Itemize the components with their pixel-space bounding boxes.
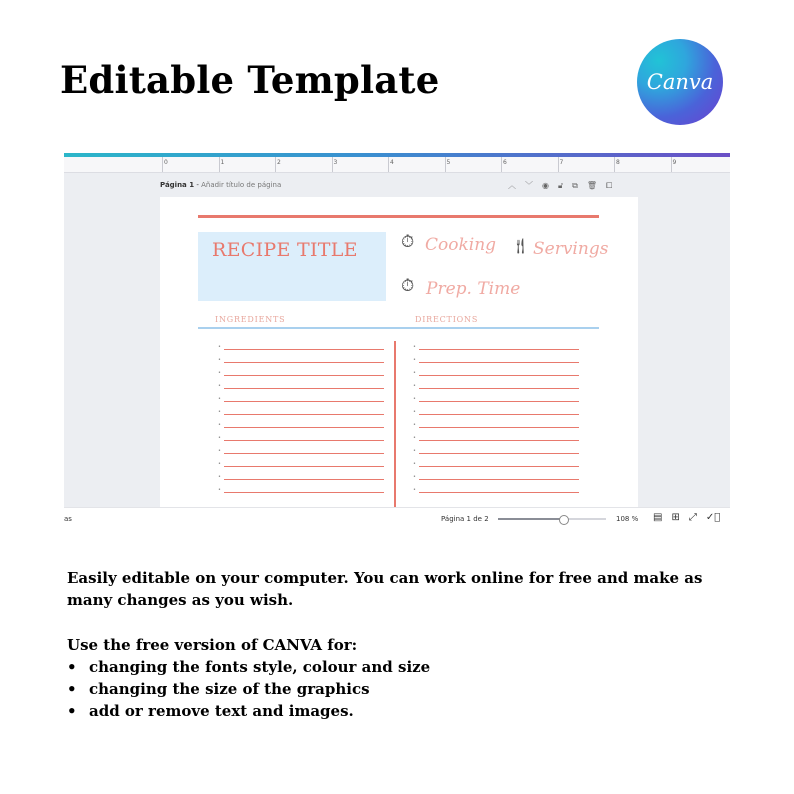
row-bullet: • (218, 396, 221, 402)
page-tools (508, 180, 612, 192)
section-divider-line (198, 327, 599, 329)
duplicate-icon[interactable]: ⧉ (572, 181, 578, 190)
ruler-tick-label: 0 (164, 159, 168, 166)
row-line (224, 492, 384, 493)
row-line (224, 414, 384, 415)
list-row[interactable] (218, 458, 384, 471)
utensils-icon: 🍴︎ (511, 237, 531, 255)
list-row[interactable] (413, 380, 579, 393)
row-line (419, 479, 579, 480)
bullet: • (67, 680, 77, 698)
row-line (224, 453, 384, 454)
ruler-tick-line (162, 157, 163, 172)
ruler-tick-line (445, 157, 446, 172)
list-row[interactable] (218, 393, 384, 406)
cooking-label[interactable]: Cooking (425, 235, 497, 255)
ruler-tick-label: 8 (616, 159, 620, 166)
zoom-slider-handle[interactable] (559, 515, 569, 525)
chevron-up-icon[interactable]: ︿ (508, 181, 516, 190)
ruler-tick-line (671, 157, 672, 172)
list-item (67, 656, 707, 678)
row-line (419, 466, 579, 467)
row-line (419, 492, 579, 493)
check-circle-icon[interactable]: ✓⃝ (705, 512, 721, 523)
ruler-tick-label: 6 (503, 159, 507, 166)
ruler-tick-label: 2 (277, 159, 281, 166)
prep-time-label[interactable]: Prep. Time (426, 279, 521, 299)
row-line (419, 440, 579, 441)
ruler (64, 157, 730, 173)
canva-logo (637, 39, 723, 125)
ruler-tick-line (614, 157, 615, 172)
list-row[interactable] (218, 380, 384, 393)
bullet: • (67, 702, 77, 720)
description (67, 567, 707, 722)
page-label: Página 1 (160, 181, 195, 189)
list-row[interactable] (218, 367, 384, 380)
notes-label[interactable]: as (64, 515, 72, 523)
stopwatch-icon: ⏱︎ (401, 232, 415, 252)
ruler-tick-label: 3 (333, 159, 338, 166)
row-line (419, 349, 579, 350)
ruler-tick-label: 7 (559, 159, 564, 166)
top-accent-line (198, 215, 599, 218)
row-line (224, 440, 384, 441)
ruler-tick-line (275, 157, 276, 172)
row-bullet: • (413, 474, 416, 480)
list-row[interactable] (413, 406, 579, 419)
ingredients-heading[interactable]: INGREDIENTS (215, 315, 286, 324)
delete-icon[interactable]: 🗑︎ (586, 181, 598, 190)
recipe-page[interactable] (160, 197, 638, 507)
list-row[interactable] (218, 341, 384, 354)
row-bullet: • (218, 487, 221, 493)
row-line (419, 427, 579, 428)
row-line (419, 388, 579, 389)
row-bullet: • (413, 461, 416, 467)
list-row[interactable] (413, 393, 579, 406)
eye-icon[interactable]: ◉ (542, 181, 549, 190)
row-line (419, 375, 579, 376)
page-separator: - (196, 181, 202, 189)
row-bullet: • (413, 396, 416, 402)
ruler-tick-line (332, 157, 333, 172)
row-line (224, 401, 384, 402)
row-bullet: • (413, 344, 416, 350)
list-row[interactable] (413, 432, 579, 445)
page-view-icon[interactable]: ▤ (653, 512, 663, 523)
ruler-tick-label: 4 (390, 159, 394, 166)
row-line (224, 388, 384, 389)
row-line (419, 362, 579, 363)
list-row[interactable] (413, 419, 579, 432)
list-row[interactable] (413, 471, 579, 484)
ruler-tick-line (388, 157, 389, 172)
row-bullet: • (218, 409, 221, 415)
list-row[interactable] (218, 471, 384, 484)
row-bullet: • (218, 370, 221, 376)
lead-text: Use the free version of CANVA for: (67, 636, 358, 654)
row-line (419, 453, 579, 454)
editor-screenshot (64, 153, 730, 529)
recipe-title[interactable]: RECIPE TITLE (212, 239, 358, 261)
list-row[interactable] (218, 445, 384, 458)
ruler-tick-line (219, 157, 220, 172)
row-bullet: • (218, 344, 221, 350)
row-line (224, 479, 384, 480)
ruler-tick-label: 5 (446, 159, 451, 166)
add-page-icon[interactable]: ⧠ (606, 181, 613, 190)
zoom-slider[interactable] (498, 518, 606, 520)
row-bullet: • (218, 448, 221, 454)
list-item (67, 678, 707, 700)
list-row[interactable] (218, 354, 384, 367)
row-bullet: • (218, 422, 221, 428)
page-count[interactable]: Página 1 de 2 (441, 515, 489, 523)
ruler-tick-label: 9 (672, 159, 677, 166)
row-line (224, 466, 384, 467)
list-item-text: add or remove text and images. (89, 702, 354, 720)
list-item-text: changing the fonts style, colour and size (89, 658, 431, 676)
row-bullet: • (413, 422, 416, 428)
row-line (224, 362, 384, 363)
row-bullet: • (413, 409, 416, 415)
row-bullet: • (218, 383, 221, 389)
row-line (419, 401, 579, 402)
list-row[interactable] (413, 341, 579, 354)
intro-text: Easily editable on your computer. You can work online for free and make as many changes as you wish. (67, 569, 703, 609)
ruler-tick-line (558, 157, 559, 172)
ruler-tick-line (501, 157, 502, 172)
row-bullet: • (413, 383, 416, 389)
row-bullet: • (413, 487, 416, 493)
grid-view-icon[interactable]: ⊞ (671, 512, 680, 523)
list-item (67, 700, 707, 722)
row-line (224, 427, 384, 428)
directions-heading[interactable]: DIRECTIONS (415, 315, 479, 324)
list-row[interactable] (218, 484, 384, 497)
status-bar (64, 507, 730, 529)
list-row[interactable] (413, 458, 579, 471)
column-divider (394, 341, 396, 507)
row-line (419, 414, 579, 415)
list-item-text: changing the size of the graphics (89, 680, 370, 698)
feature-list (67, 656, 707, 722)
fullscreen-icon[interactable]: ⤢ (688, 512, 697, 523)
row-bullet: • (218, 357, 221, 363)
chevron-down-icon[interactable]: ﹀ (525, 181, 533, 190)
list-row[interactable] (413, 354, 579, 367)
row-bullet: • (413, 370, 416, 376)
list-row[interactable] (413, 367, 579, 380)
list-row[interactable] (218, 406, 384, 419)
list-row[interactable] (218, 419, 384, 432)
bullet: • (67, 658, 77, 676)
ruler-tick-label: 1 (220, 159, 225, 166)
row-line (224, 375, 384, 376)
headline: Editable Template (60, 58, 440, 102)
servings-label[interactable]: Servings (533, 239, 609, 259)
list-row[interactable] (413, 484, 579, 497)
zoom-slider-fill (498, 518, 563, 520)
row-bullet: • (218, 474, 221, 480)
row-bullet: • (413, 357, 416, 363)
row-line (224, 349, 384, 350)
list-row[interactable] (413, 445, 579, 458)
lock-icon[interactable]: 🔓︎ (557, 181, 564, 190)
row-bullet: • (413, 435, 416, 441)
canva-logo-text: Canva (646, 70, 714, 94)
page-title-input[interactable]: Añadir título de página (201, 181, 282, 189)
row-bullet: • (218, 461, 221, 467)
title-box[interactable] (198, 232, 386, 301)
zoom-level[interactable]: 108 % (616, 515, 639, 523)
row-bullet: • (218, 435, 221, 441)
list-row[interactable] (218, 432, 384, 445)
view-controls (653, 512, 720, 524)
stopwatch-icon: ⏱︎ (401, 276, 415, 296)
row-bullet: • (413, 448, 416, 454)
